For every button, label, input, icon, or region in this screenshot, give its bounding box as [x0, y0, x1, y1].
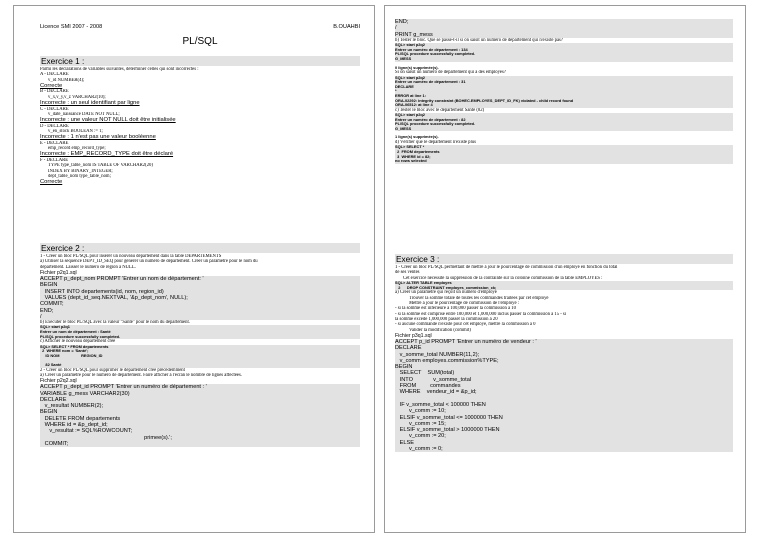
- item-d-decl: v_en_stock BOOLEAN := 1;: [48, 128, 103, 134]
- exercise-2-test-2: Si on saisit un numéro de département qui a des employés?: [395, 70, 506, 76]
- exercise-2-test-4-output: SQL> SELECT * 2 FROM departements 3 WHERE id = 82; no rows selected: [395, 145, 733, 163]
- exercise-3-line-5: Trouver la somme totale de toutes les commandes traitées par cet employé: [409, 295, 549, 301]
- exercise-2-test-1: b) Tester le bloc. Que se passe-t-il si on saisit un numéro de département qui n'existe pas?: [395, 37, 563, 43]
- exercise-2-test-1-output: SQL> start p2q2 Entrer un numéro de département : 134 PL/SQL procedure successfully completed. G_MESS: [395, 43, 733, 61]
- exercise-2-output-2: SQL> SELECT * FROM departements 2 WHERE nom = 'Santé'; ID NOM REGION_ID 82 Santé: [40, 345, 360, 368]
- item-a-decl: v_id NUMBER(4);: [48, 77, 85, 83]
- exercise-2-continued: [395, 19, 733, 164]
- page-left-content: [40, 6, 360, 532]
- exercise-3-line-8: - si la somme est comprise entre 100,000 et 1,000,000 inclus passer la commission à 15 - si: [395, 311, 567, 317]
- page-left: [13, 5, 375, 533]
- exercise-1: [40, 55, 360, 186]
- exercise-2-line-4: b) Exécuter le bloc PL/SQL avec la valeur "Santé" pour le nom du département.: [40, 320, 190, 326]
- exercise-3-line-4: a) Créer un paramètre qui reçoit un numéro d'employé: [395, 290, 497, 296]
- item-c-label: C - DECLARE: [40, 106, 69, 112]
- exercise-1-intro: Parmi les déclarations de variables suivantes, déterminer celles qui sont incorrectes :: [40, 67, 199, 72]
- exercise-2-test-4: d) Vérifier que le département n'existe plus: [395, 140, 476, 146]
- exercise-2-line-7: a) Créer un paramètre pour le numéro de département. Faire afficher à l'écran le nombre de lignes affectées.: [40, 372, 243, 378]
- exercise-2-heading: Exercice 2 :: [40, 243, 360, 253]
- exercise-3-heading: Exercice 3 :: [395, 254, 733, 264]
- exercise-3-file: Fichier p3q1.sql: [395, 332, 432, 339]
- exercise-3-line-11: Valider la modification (commit): [409, 327, 471, 333]
- item-d-answer: Incorrecte : 1 n'est pas une valeur booléenne: [40, 134, 156, 141]
- exercise-2-code-end: END; / PRINT g_mess: [395, 19, 733, 38]
- exercise-3-line-3: Cet exercice nécessite la suppression de la contrainte sur la colonne commission de la table EMPLOYES :: [403, 275, 603, 281]
- header-author: B.OUAHBI: [333, 24, 360, 30]
- exercise-2-test-3-result: 1 ligne(s) supprimée(s).: [395, 135, 439, 140]
- page-title: PL/SQL: [182, 36, 218, 47]
- exercise-2-line-5: c) Afficher le nouveau département créé: [40, 339, 116, 345]
- exercise-3-line-7: - si la somme est inférieure à 100,000 passer la commission à 10: [395, 306, 516, 312]
- item-c-answer: Incorrecte : une valeur NOT NULL doit être initialisée: [40, 117, 176, 124]
- exercise-2-output-1: SQL> start p2q1 Entrer un nom de département : Santé PL/SQL procedure successfully completed.: [40, 325, 360, 339]
- exercise-2-line-6: 2 - Créer un bloc PL/SQL pour supprimer le département créé précédemment: [40, 367, 185, 373]
- page-header: [40, 24, 360, 30]
- item-c-decl: v_date_naissance DATE NOT NULL;: [48, 111, 120, 117]
- item-e-label: E - DECLARE: [40, 140, 69, 146]
- exercise-3-line-1: 1 - Créer un bloc PL/SQL permettant de mettre à jour le pourcentage de commission d'un employé en fonction du total: [395, 265, 618, 270]
- exercise-2-test-2-output: SQL> start p2q2 Entrer un numéro de département : 31 DECLARE * ERROR at line 1: ORA-02292: integrity constraint (BOHEC.EMPLOYES_DEPT_ID_FK) violated - child record found ORA-06512: at line 4: [395, 76, 733, 108]
- item-b-decl: v_x,v_y,v_z VARCHAR2(10);: [48, 94, 106, 100]
- item-d-label: D - DECLARE: [40, 123, 69, 129]
- exercise-3-line-2: de ses ventes: [395, 270, 420, 276]
- page-right-content: [395, 6, 733, 532]
- item-f-decl-1: TYPE type_table_nom IS TABLE OF VARCHAR2(20): [48, 163, 153, 169]
- item-f-decl-2: INDEX BY BINARY_INTEGER;: [48, 168, 113, 174]
- exercise-2-file-1: Fichier p2q1.sql: [40, 270, 77, 277]
- item-f-label: F - DECLARE: [40, 157, 69, 163]
- exercise-3-code: ACCEPT p_id PROMPT 'Entrer un numéro de vendeur : ' DECLARE v_somme_total NUMBER(11,2); v_comm employes.commission%TYPE; BEGIN SELECT SUM(total) INTO v_somme_total FROM commandes WHERE vendeur_id = &p_id; IF v_somme_total < 100000 THEN v_comm := 10; ELSIF v_somme_total <= 1000000 THEN v_comm := 15; ELSIF v_somme_total > 1000000 THEN v_comm := 20; ELSE v_comm := 0;: [395, 339, 733, 452]
- item-f-decl-3: dept_table_nom type_table_nom;: [48, 173, 111, 179]
- page-right: [384, 5, 746, 533]
- exercise-3-line-9: la somme excède 1,000,000 passer la commission à 20: [395, 316, 498, 322]
- exercise-2-test-3-output: SQL> start p2q2 Entrer un numéro de département : 82 PL/SQL procedure successfully completed. G_MESS: [395, 113, 733, 131]
- header-course: Licence SMI 2007 - 2008: [40, 24, 103, 30]
- exercise-2: [40, 242, 360, 447]
- item-b-label: B - DECLARE: [40, 89, 69, 95]
- item-a-answer: Correcte: [40, 83, 63, 90]
- exercise-3: [395, 253, 733, 452]
- exercise-2-line-3: département. Laisser le numéro de région à NULL.: [40, 264, 136, 270]
- item-e-answer: Incorrecte : EMP_RECORD_TYPE doit être déclaré: [40, 151, 174, 158]
- exercise-2-test-3: c) Tester le bloc avec le département Santé (82): [395, 107, 485, 113]
- exercise-3-sql-output: SQL> ALTER TABLE employes 2 DROP CONSTRAINT employes_commission_ck;: [395, 281, 733, 290]
- exercise-2-test-1-result: 0 ligne(s) supprimée(s).: [395, 65, 439, 70]
- exercise-2-file-2: Fichier p2q2.sql: [40, 378, 77, 385]
- item-f-answer: Correcte: [40, 179, 63, 186]
- exercise-3-line-6: Mettre à jour le pourcentage de commission de l'employé :: [409, 300, 520, 306]
- exercise-2-line-2: a) Utiliser la séquence DEPT_ID_SEQ pour générer un numéro de département. Créer un paramètre pour le nom du: [40, 259, 258, 265]
- item-a-label: A - DECLARE: [40, 72, 69, 78]
- exercise-2-code-2: ACCEPT p_dept_id PROMPT 'Entrer un numéro de département : ' VARIABLE g_mess VARCHAR2(30) DECLARE v_resultat NUMBER(2); BEGIN DELETE FROM departements WHERE id = &p_dept_id; v_resultat := SQL%ROWCOUNT; primee(s).'; COMMIT;: [40, 384, 360, 447]
- exercise-1-heading: Exercice 1 :: [40, 56, 360, 66]
- exercise-2-code-1: ACCEPT p_dept_nom PROMPT 'Entrer un nom de département: ' BEGIN INSERT INTO departements(id, nom, region_id) VALUES (dept_id_seq.NEXTVAL, '&p_dept_nom', NULL); COMMIT; END; /: [40, 276, 360, 320]
- exercise-3-line-10: - si aucune commande n'existe pour cet employé, mettre la commission à 0: [395, 322, 536, 328]
- item-e-decl: emp_record emp_record_type;: [48, 146, 106, 152]
- exercise-2-line-1: 1 - Créer un bloc PL/SQL pour insérer un nouveau département dans la table DEPARTEMENTS: [40, 254, 222, 259]
- item-b-answer: Incorrecte : un seul identifiant par ligne: [40, 100, 140, 107]
